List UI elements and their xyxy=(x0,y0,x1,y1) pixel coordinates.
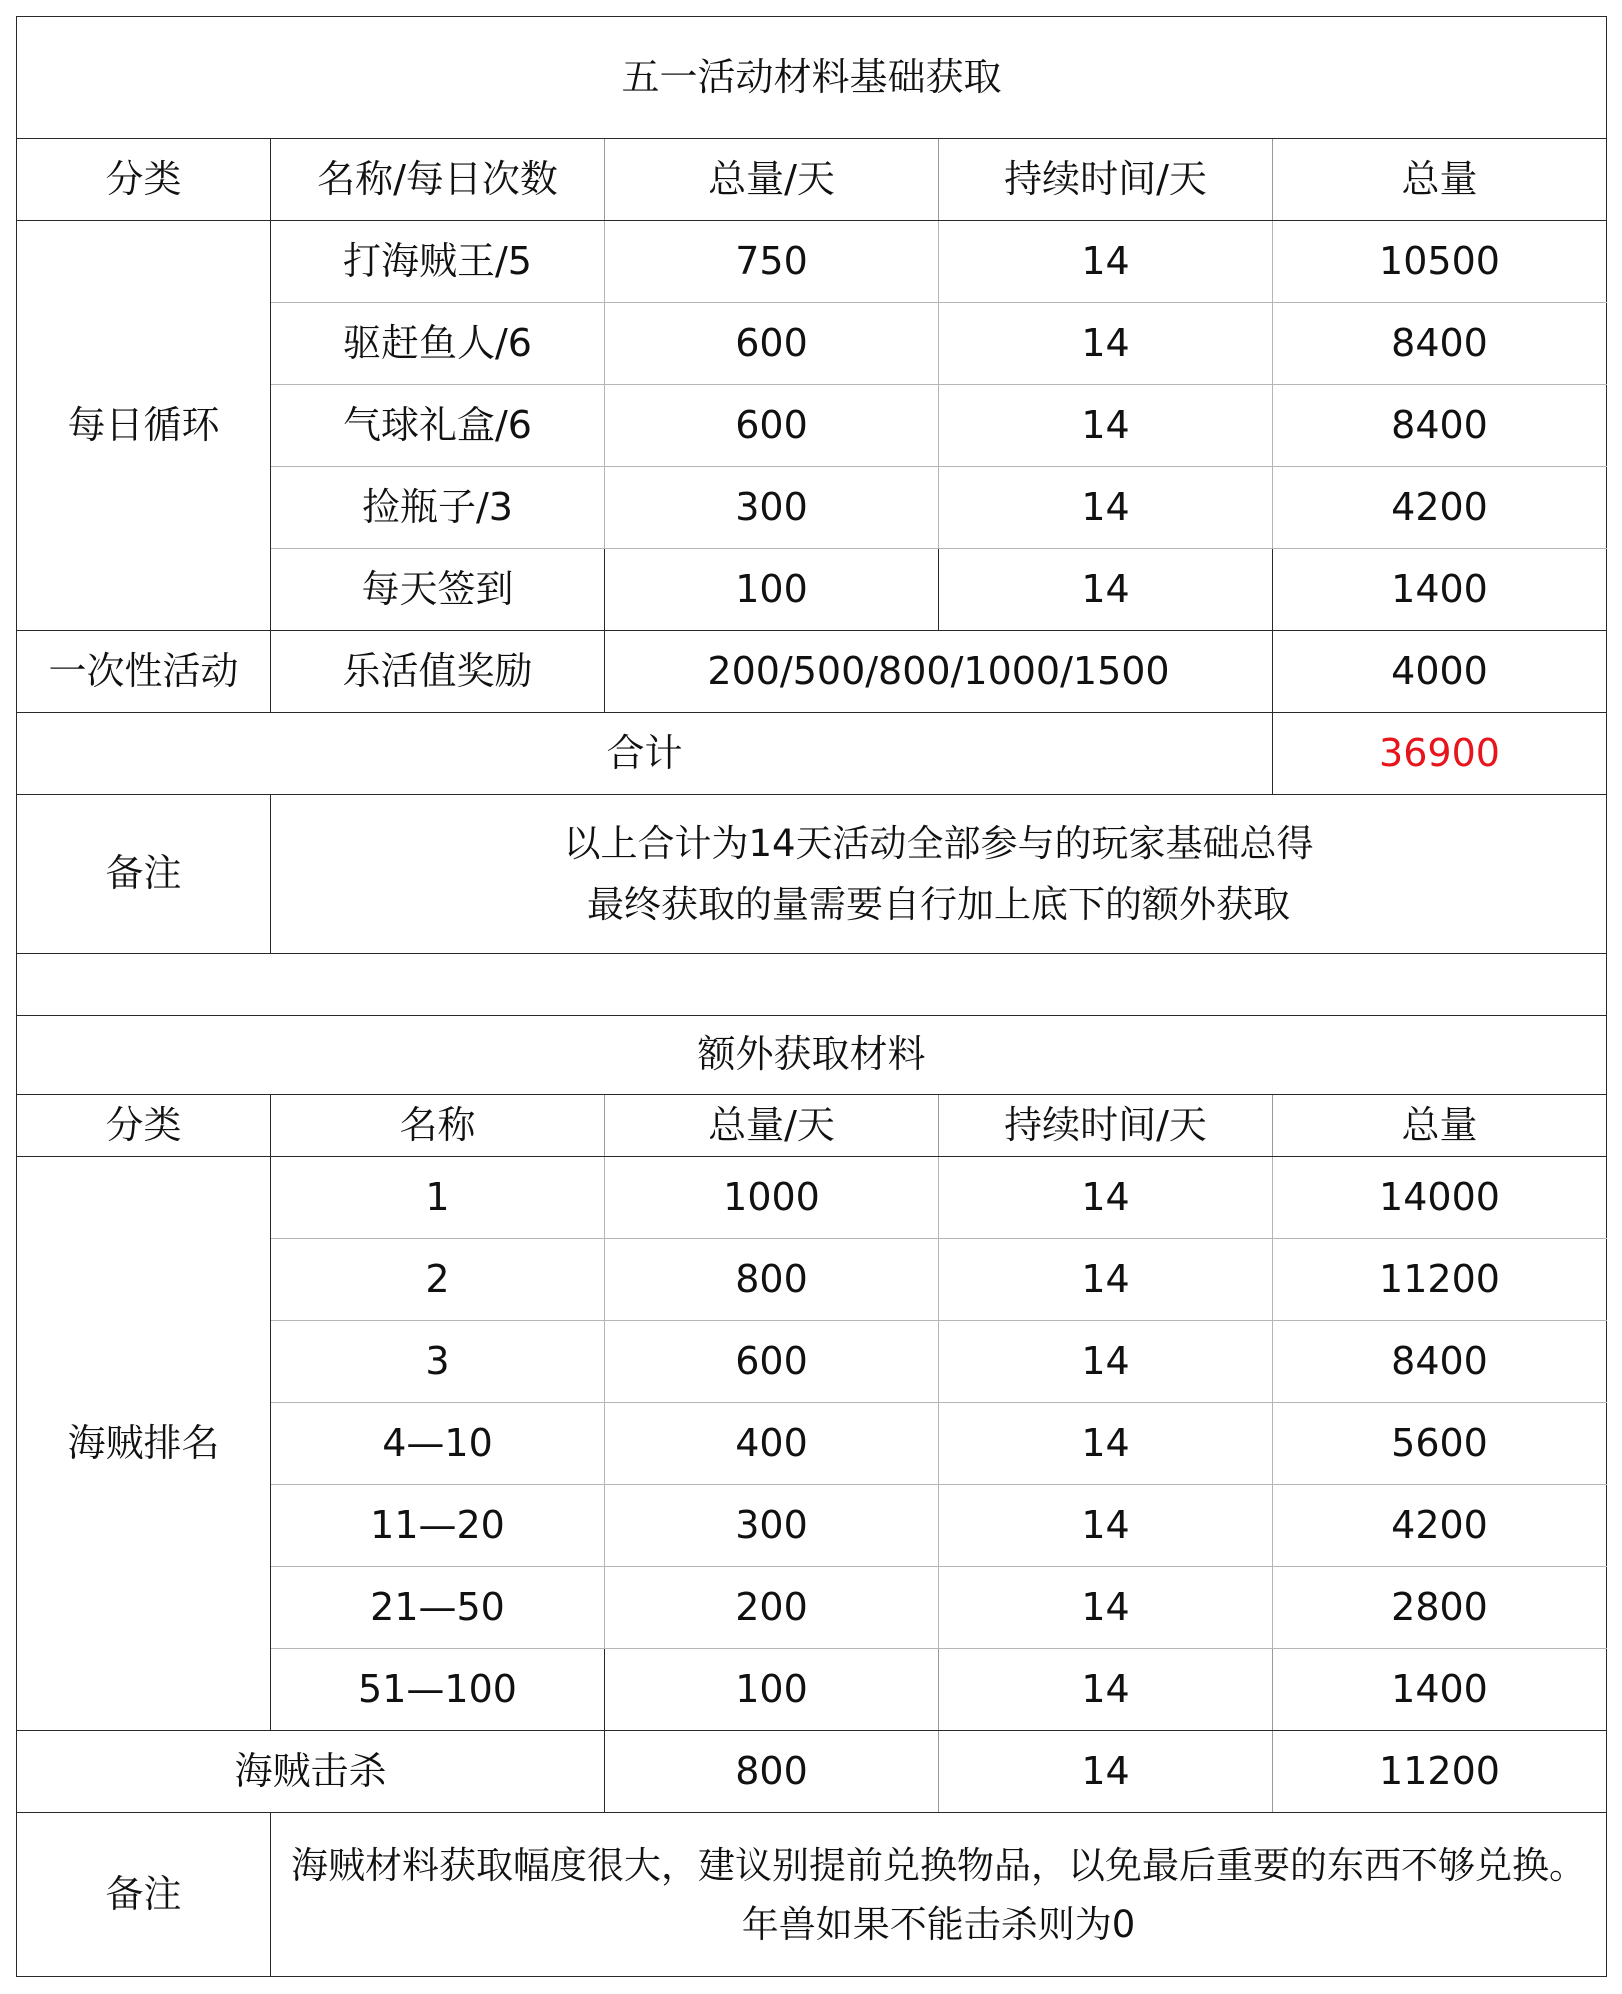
kill-row xyxy=(17,1731,1607,1813)
kill-days: 14 xyxy=(939,1731,1273,1813)
row-total: 8400 xyxy=(1273,303,1607,385)
row-total: 2800 xyxy=(1273,1567,1607,1649)
row-name: 2 xyxy=(271,1239,605,1321)
row-name: 捡瓶子/3 xyxy=(271,467,605,549)
row-total: 14000 xyxy=(1273,1157,1607,1239)
row-name: 打海贼王/5 xyxy=(271,221,605,303)
row-days: 14 xyxy=(939,303,1273,385)
note2-text: 海贼材料获取幅度很大，建议别提前兑换物品，以免最后重要的东西不够兑换。年兽如果不能击杀则为0 xyxy=(271,1813,1607,1977)
spacer-row xyxy=(17,954,1607,1016)
row-per-day: 600 xyxy=(605,385,939,467)
row-total: 1400 xyxy=(1273,549,1607,631)
row-name: 驱赶鱼人/6 xyxy=(271,303,605,385)
note1-line-1: 以上合计为14天活动全部参与的玩家基础总得 xyxy=(563,822,1314,865)
header-name: 名称/每日次数 xyxy=(271,139,605,221)
row-days: 14 xyxy=(939,549,1273,631)
row-per-day: 300 xyxy=(605,1485,939,1567)
row-name: 每天签到 xyxy=(271,549,605,631)
row-name: 气球礼盒/6 xyxy=(271,385,605,467)
row-per-day: 750 xyxy=(605,221,939,303)
row-total: 10500 xyxy=(1273,221,1607,303)
materials-table xyxy=(16,16,1607,1977)
row-days: 14 xyxy=(939,1403,1273,1485)
row-per-day: 600 xyxy=(605,303,939,385)
kill-total: 11200 xyxy=(1273,1731,1607,1813)
row-per-day: 800 xyxy=(605,1239,939,1321)
row-total: 5600 xyxy=(1273,1403,1607,1485)
row-total: 8400 xyxy=(1273,385,1607,467)
note1-label: 备注 xyxy=(17,795,271,954)
row-per-day: 300 xyxy=(605,467,939,549)
onetime-row xyxy=(17,631,1607,713)
row-total: 4200 xyxy=(1273,1485,1607,1567)
row-total: 8400 xyxy=(1273,1321,1607,1403)
row-days: 14 xyxy=(939,1157,1273,1239)
section2-title: 额外获取材料 xyxy=(17,1016,1607,1095)
onetime-detail: 200/500/800/1000/1500 xyxy=(605,631,1273,713)
row-per-day: 600 xyxy=(605,1321,939,1403)
header-name: 名称 xyxy=(271,1095,605,1157)
header-per-day: 总量/天 xyxy=(605,139,939,221)
note1-line-2: 最终获取的量需要自行加上底下的额外获取 xyxy=(587,883,1290,926)
sum-value: 36900 xyxy=(1273,713,1607,795)
row-name: 51—100 xyxy=(271,1649,605,1731)
row-name: 21—50 xyxy=(271,1567,605,1649)
row-days: 14 xyxy=(939,385,1273,467)
note2-label: 备注 xyxy=(17,1813,271,1977)
row-days: 14 xyxy=(939,1649,1273,1731)
section1-title-row xyxy=(17,17,1607,139)
daily-category-cell: 每日循环 xyxy=(17,221,271,631)
header-category: 分类 xyxy=(17,139,271,221)
row-name: 1 xyxy=(271,1157,605,1239)
row-days: 14 xyxy=(939,1239,1273,1321)
section2-title-row xyxy=(17,1016,1607,1095)
sum-row xyxy=(17,713,1607,795)
onetime-total: 4000 xyxy=(1273,631,1607,713)
sum-label: 合计 xyxy=(17,713,1273,795)
row-days: 14 xyxy=(939,1321,1273,1403)
row-per-day: 200 xyxy=(605,1567,939,1649)
row-name: 11—20 xyxy=(271,1485,605,1567)
rank-category-cell: 海贼排名 xyxy=(17,1157,271,1731)
row-total: 11200 xyxy=(1273,1239,1607,1321)
row-total: 1400 xyxy=(1273,1649,1607,1731)
row-days: 14 xyxy=(939,467,1273,549)
header-category: 分类 xyxy=(17,1095,271,1157)
onetime-name: 乐活值奖励 xyxy=(271,631,605,713)
table-row xyxy=(17,1157,1607,1239)
row-name: 4—10 xyxy=(271,1403,605,1485)
header-days: 持续时间/天 xyxy=(939,139,1273,221)
row-name: 3 xyxy=(271,1321,605,1403)
section1-title: 五一活动材料基础获取 xyxy=(17,17,1607,139)
row-per-day: 1000 xyxy=(605,1157,939,1239)
row-days: 14 xyxy=(939,1485,1273,1567)
section1-header-row xyxy=(17,139,1607,221)
spacer-cell xyxy=(17,954,1607,1016)
note1-text xyxy=(271,795,1607,954)
note2-row xyxy=(17,1813,1607,1977)
kill-name: 海贼击杀 xyxy=(17,1731,605,1813)
row-days: 14 xyxy=(939,1567,1273,1649)
row-total: 4200 xyxy=(1273,467,1607,549)
header-total: 总量 xyxy=(1273,139,1607,221)
row-per-day: 400 xyxy=(605,1403,939,1485)
header-days: 持续时间/天 xyxy=(939,1095,1273,1157)
header-total: 总量 xyxy=(1273,1095,1607,1157)
row-days: 14 xyxy=(939,221,1273,303)
kill-per-day: 800 xyxy=(605,1731,939,1813)
header-per-day: 总量/天 xyxy=(605,1095,939,1157)
row-per-day: 100 xyxy=(605,549,939,631)
section2-header-row xyxy=(17,1095,1607,1157)
row-per-day: 100 xyxy=(605,1649,939,1731)
table-row xyxy=(17,221,1607,303)
note1-row xyxy=(17,795,1607,954)
onetime-category: 一次性活动 xyxy=(17,631,271,713)
